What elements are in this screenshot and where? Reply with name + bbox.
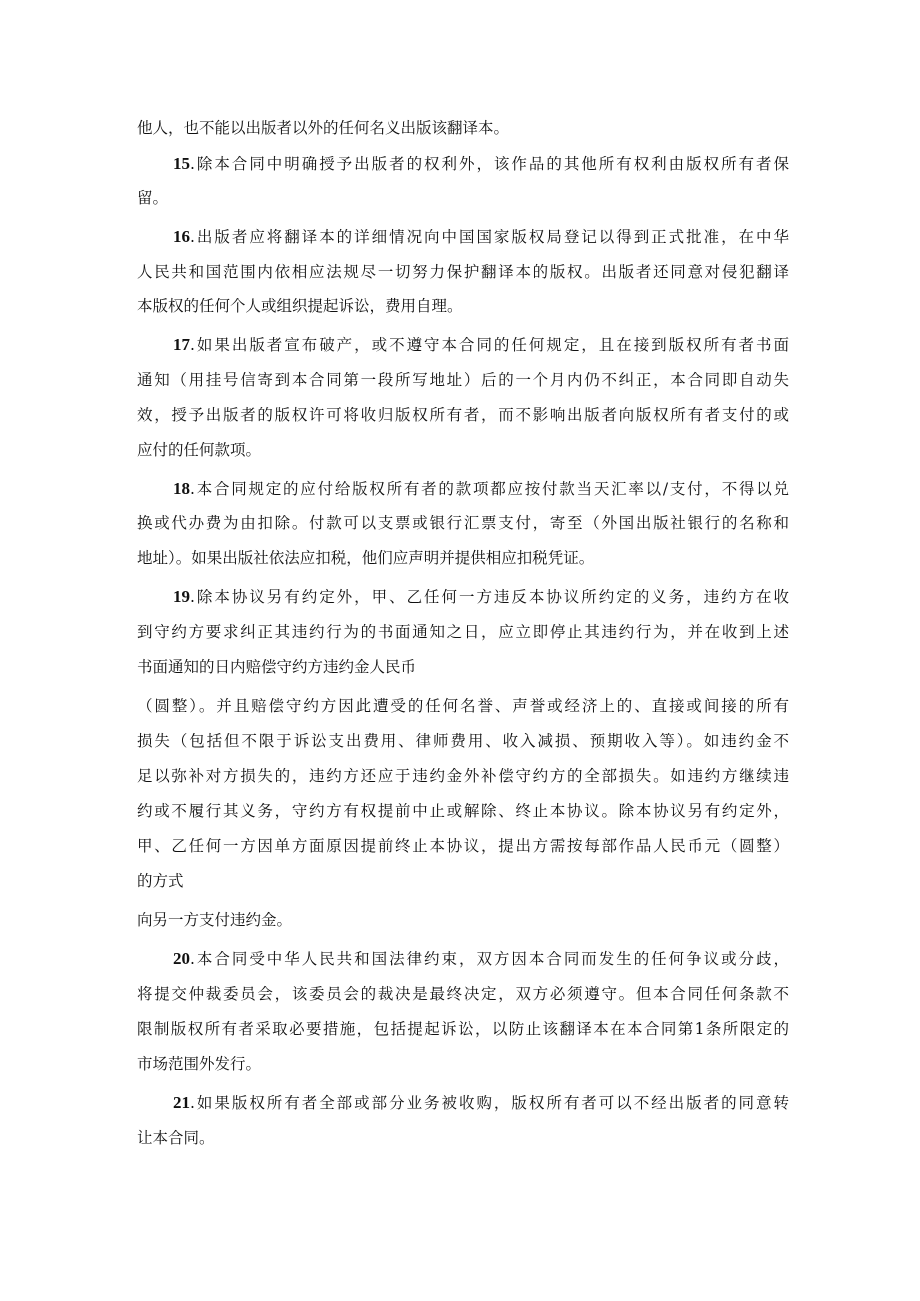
text-line: 应付的任何款项。 — [137, 441, 262, 459]
text-line: 通知（用挂号信寄到本合同第一段所写地址）后的一个月内仍不纠正，本合同即自动失 — [137, 371, 789, 389]
text-line: 甲、乙任何一方因单方面原因提前终止本协议，提出方需按每部作品人民币元（圆整） — [137, 837, 789, 855]
text-line: （圆整）。并且赔偿守约方因此遭受的任何名誉、声誉或经济上的、直接或间接的所有 — [137, 697, 789, 715]
text-line: 足以弥补对方损失的，违约方还应于违约金外补偿守约方的全部损失。如违约方继续违 — [137, 767, 789, 785]
clause-16-line: 16.出版者应将翻译本的详细情况向中国国家版权局登记以得到正式批准，在中华 — [173, 227, 789, 246]
clause-15-line: 15.除本合同中明确授予出版者的权利外，该作品的其他所有权利由版权所有者保 — [173, 154, 789, 173]
text-line: 到守约方要求纠正其违约行为的书面通知之日，应立即停止其违约行为，并在收到上述 — [137, 623, 789, 641]
clause-number: 16 — [173, 227, 190, 246]
text-line: 效，授予出版者的版权许可将收归版权所有者，而不影响出版者向版权所有者支付的或 — [137, 406, 789, 424]
text-line: 他人，也不能以出版者以外的任何名义出版该翻译本。 — [137, 119, 510, 137]
text-line: 本版权的任何个人或组织提起诉讼，费用自理。 — [137, 297, 463, 315]
clause-21-line: 21.如果版权所有者全部或部分业务被收购，版权所有者可以不经出版者的同意转 — [173, 1093, 789, 1112]
text-line: 将提交仲裁委员会，该委员会的裁决是最终决定，双方必须遵守。但本合同任何条款不 — [137, 985, 789, 1003]
clause-number: 18 — [173, 479, 190, 498]
text-line: 向另一方支付违约金。 — [137, 911, 293, 929]
clause-number: 15 — [173, 154, 190, 173]
clause-number: 21 — [173, 1093, 190, 1112]
text-line: 留。 — [137, 189, 169, 207]
clause-18-line: 18.本合同规定的应付给版权所有者的款项都应按付款当天汇率以/支付，不得以兑 — [173, 479, 789, 498]
text-line: 的方式 — [137, 872, 184, 890]
clause-20-line: 20.本合同受中华人民共和国法律约束，双方因本合同而发生的任何争议或分歧， — [173, 949, 789, 968]
text-line: 约或不履行其义务，守约方有权提前中止或解除、终止本协议。除本协议另有约定外， — [137, 802, 789, 820]
clause-number: 17 — [173, 335, 190, 354]
text-line: 让本合同。 — [137, 1129, 215, 1147]
text-line: 人民共和国范围内依相应法规尽一切努力保护翻译本的版权。出版者还同意对侵犯翻译 — [137, 263, 789, 281]
text-line: 书面通知的日内赔偿守约方违约金人民币 — [137, 658, 417, 676]
text-line: 损失（包括但不限于诉讼支出费用、律师费用、收入减损、预期收入等）。如违约金不 — [137, 732, 789, 750]
clause-number: 20 — [173, 949, 190, 968]
text-line: 市场范围外发行。 — [137, 1055, 262, 1073]
clause-17-line: 17.如果出版者宣布破产，或不遵守本合同的任何规定，且在接到版权所有者书面 — [173, 335, 789, 354]
clause-number: 19 — [173, 587, 190, 606]
clause-19-line: 19.除本协议另有约定外，甲、乙任何一方违反本协议所约定的义务，违约方在收 — [173, 587, 789, 606]
text-line: 限制版权所有者采取必要措施，包括提起诉讼，以防止该翻译本在本合同第1条所限定的 — [137, 1020, 789, 1038]
text-line: 地址）。如果出版社依法应扣税，他们应声明并提供相应扣税凭证。 — [137, 549, 595, 567]
text-line: 换或代办费为由扣除。付款可以支票或银行汇票支付，寄至（外国出版社银行的名称和 — [137, 514, 789, 532]
